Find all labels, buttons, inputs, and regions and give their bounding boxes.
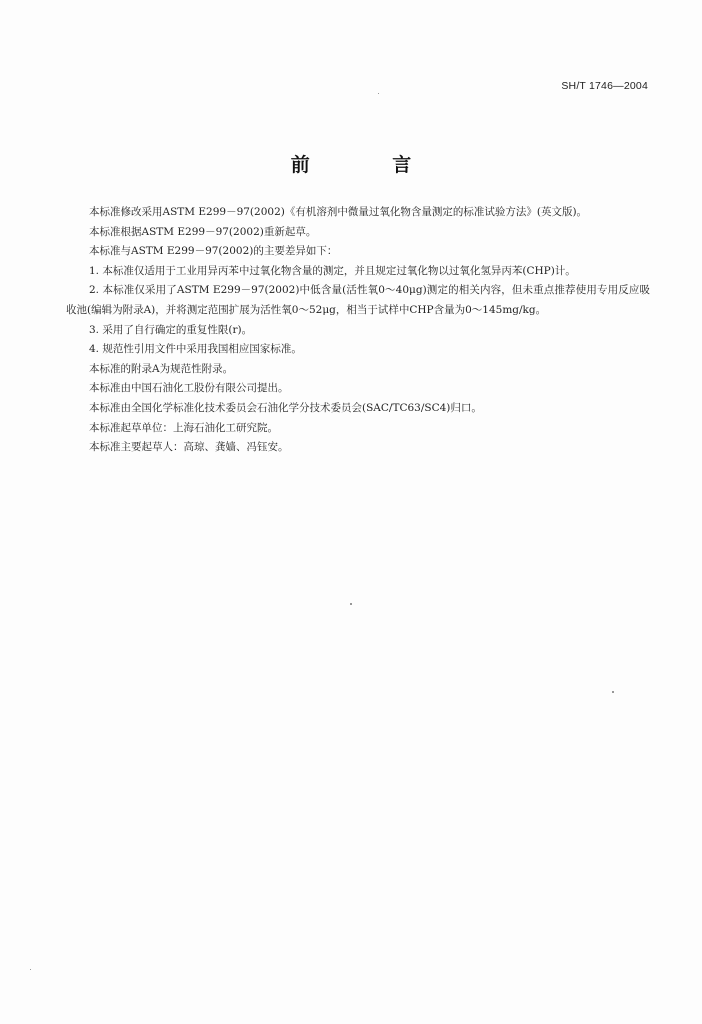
- paragraph-difference-4: 4. 规范性引用文件中采用我国相应国家标准。: [89, 343, 302, 356]
- scan-speck: [350, 603, 352, 605]
- scan-speck: [612, 691, 614, 693]
- paragraph-drafting-basis: 本标准根据ASTM E299－97(2002)重新起草。: [89, 225, 317, 238]
- page-title: 前 言: [290, 154, 450, 176]
- paragraph-drafters: 本标准主要起草人：高琼、龚嫱、冯钰安。: [89, 441, 289, 454]
- paragraph-appendix: 本标准的附录A为规范性附录。: [89, 362, 234, 375]
- foreword-body: [66, 203, 650, 458]
- standard-code: SH/T 1746—2004: [561, 80, 648, 92]
- scan-speck: [378, 93, 379, 94]
- paragraph-differences-intro: 本标准与ASTM E299－97(2002)的主要差异如下：: [89, 245, 338, 258]
- paragraph-difference-2: 2. 本标准仅采用了ASTM E299－97(2002)中低含量(活性氧0～40μg)测定的相关内容，但未重点推荐使用专用反应吸收池(编辑为附录A)，并将测定范围扩展为活性氧0～52μg，相当于试样中CHP含量为0～145mg/kg。: [66, 284, 650, 316]
- paragraph-difference-1: 1. 本标准仅适用于工业用异丙苯中过氧化物含量的测定，并且规定过氧化物以过氧化氢异丙苯(CHP)计。: [89, 264, 576, 277]
- scan-speck: [30, 969, 31, 970]
- paragraph-adoption: 本标准修改采用ASTM E299－97(2002)《有机溶剂中微量过氧化物含量测定的标准试验方法》(英文版)。: [89, 206, 588, 218]
- paragraph-proposer: 本标准由中国石油化工股份有限公司提出。: [89, 382, 289, 395]
- paragraph-drafting-unit: 本标准起草单位：上海石油化工研究院。: [89, 421, 278, 434]
- paragraph-committee: 本标准由全国化学标准化技术委员会石油化学分技术委员会(SAC/TC63/SC4)归口。: [89, 401, 482, 414]
- paragraph-difference-3: 3. 采用了自行确定的重复性限(r)。: [89, 323, 253, 336]
